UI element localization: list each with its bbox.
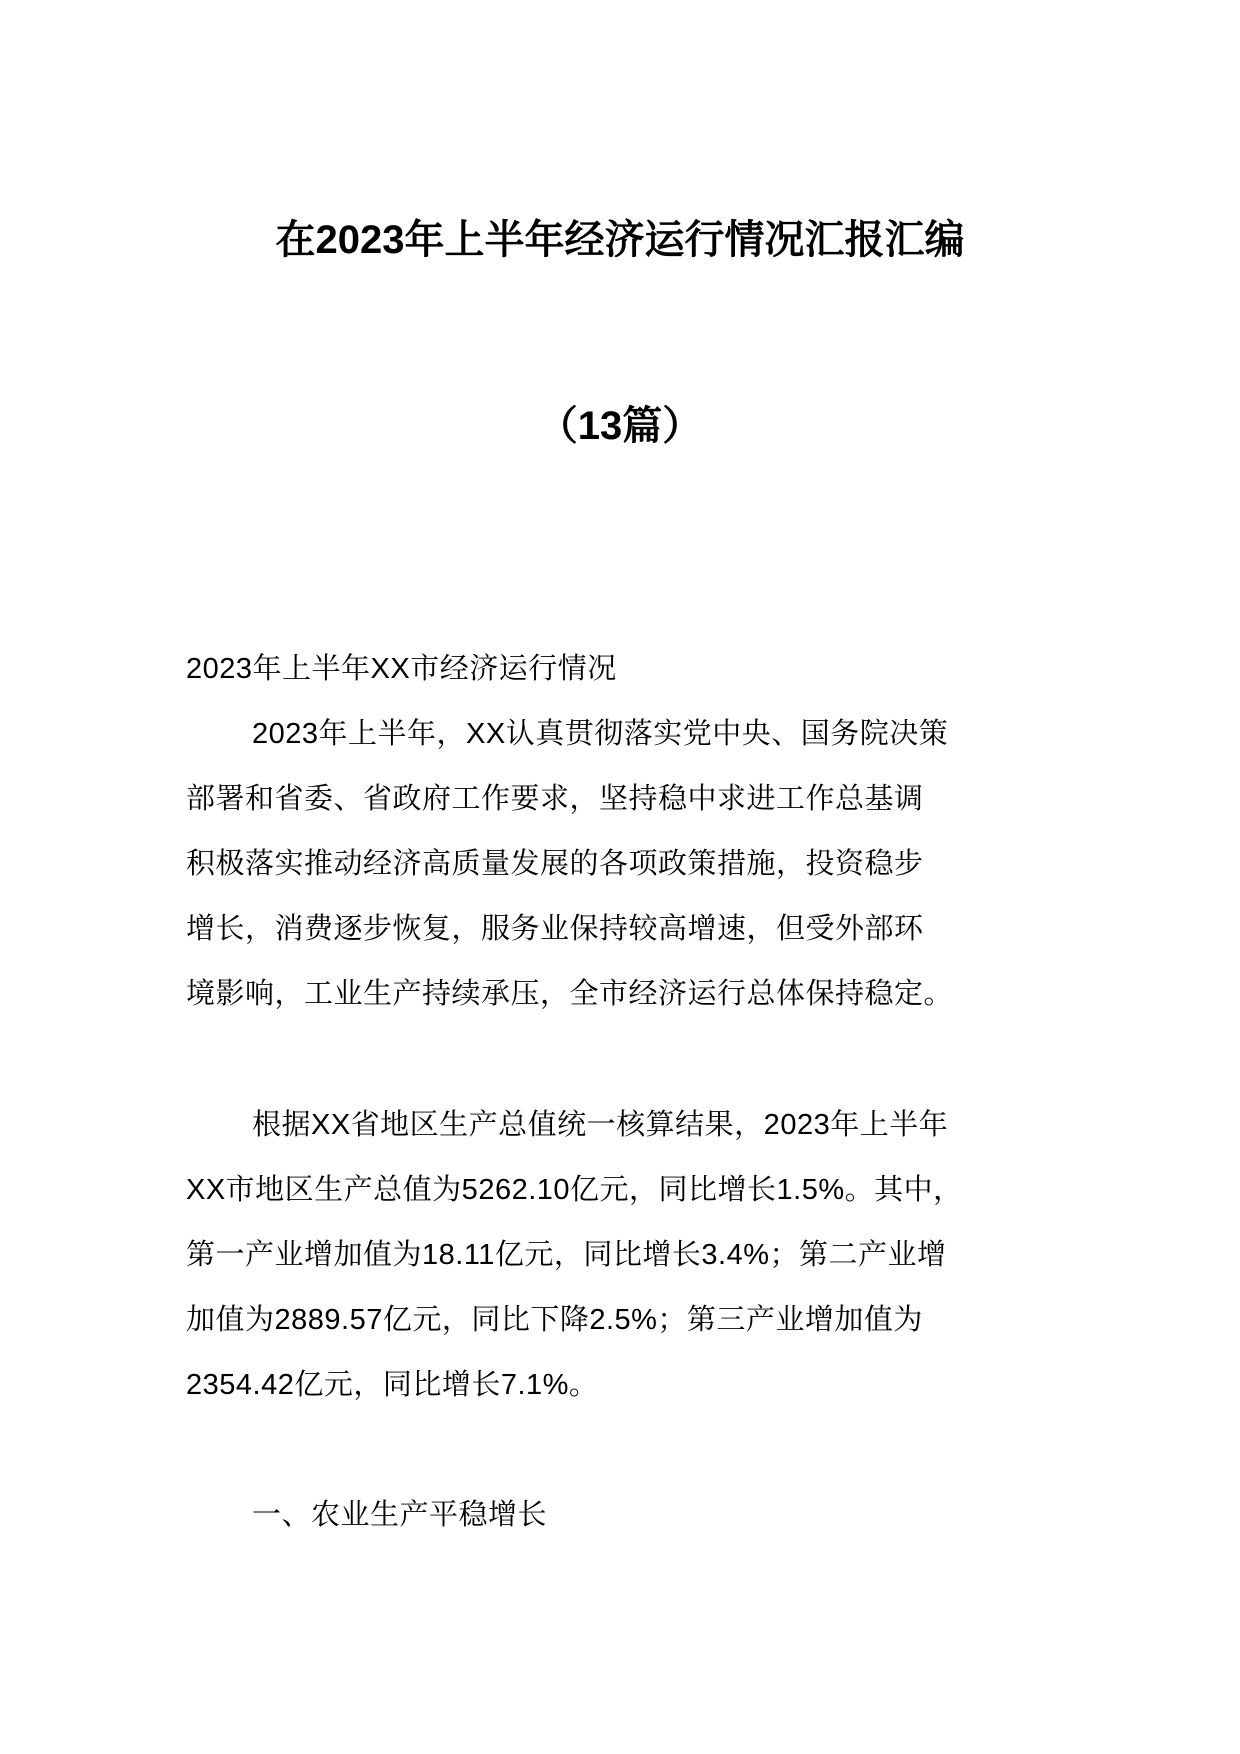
paragraph-line: 积极落实推动经济高质量发展的各项政策措施，投资稳步 [186, 848, 924, 880]
paragraph-line: XX市地区生产总值为5262.10亿元，同比增长1.5%。其中， [186, 1174, 963, 1206]
section-heading: 一、农业生产平稳增长 [252, 1499, 548, 1531]
section-title: 2023年上半年XX市经济运行情况 [186, 653, 617, 685]
paragraph-line: 增长，消费逐步恢复，服务业保持较高增速，但受外部环 [186, 913, 924, 945]
document-title: 在2023年上半年经济运行情况汇报汇编 [275, 218, 965, 262]
paragraph-line: 2023年上半年，XX认真贯彻落实党中央、国务院决策 [252, 718, 949, 750]
paragraph-line: 第一产业增加值为18.11亿元，同比增长3.4%；第二产业增 [186, 1239, 947, 1271]
paragraph-line: 加值为2889.57亿元，同比下降2.5%；第三产业增加值为 [186, 1304, 923, 1336]
paragraph-line: 境影响，工业生产持续承压，全市经济运行总体保持稳定。 [186, 978, 954, 1010]
paragraph-line: 2354.42亿元，同比增长7.1%。 [186, 1369, 599, 1401]
paragraph-line: 部署和省委、省政府工作要求，坚持稳中求进工作总基调 [186, 783, 924, 815]
document-subtitle: （13篇） [537, 404, 703, 448]
paragraph-line: 根据XX省地区生产总值统一核算结果，2023年上半年 [252, 1109, 949, 1141]
